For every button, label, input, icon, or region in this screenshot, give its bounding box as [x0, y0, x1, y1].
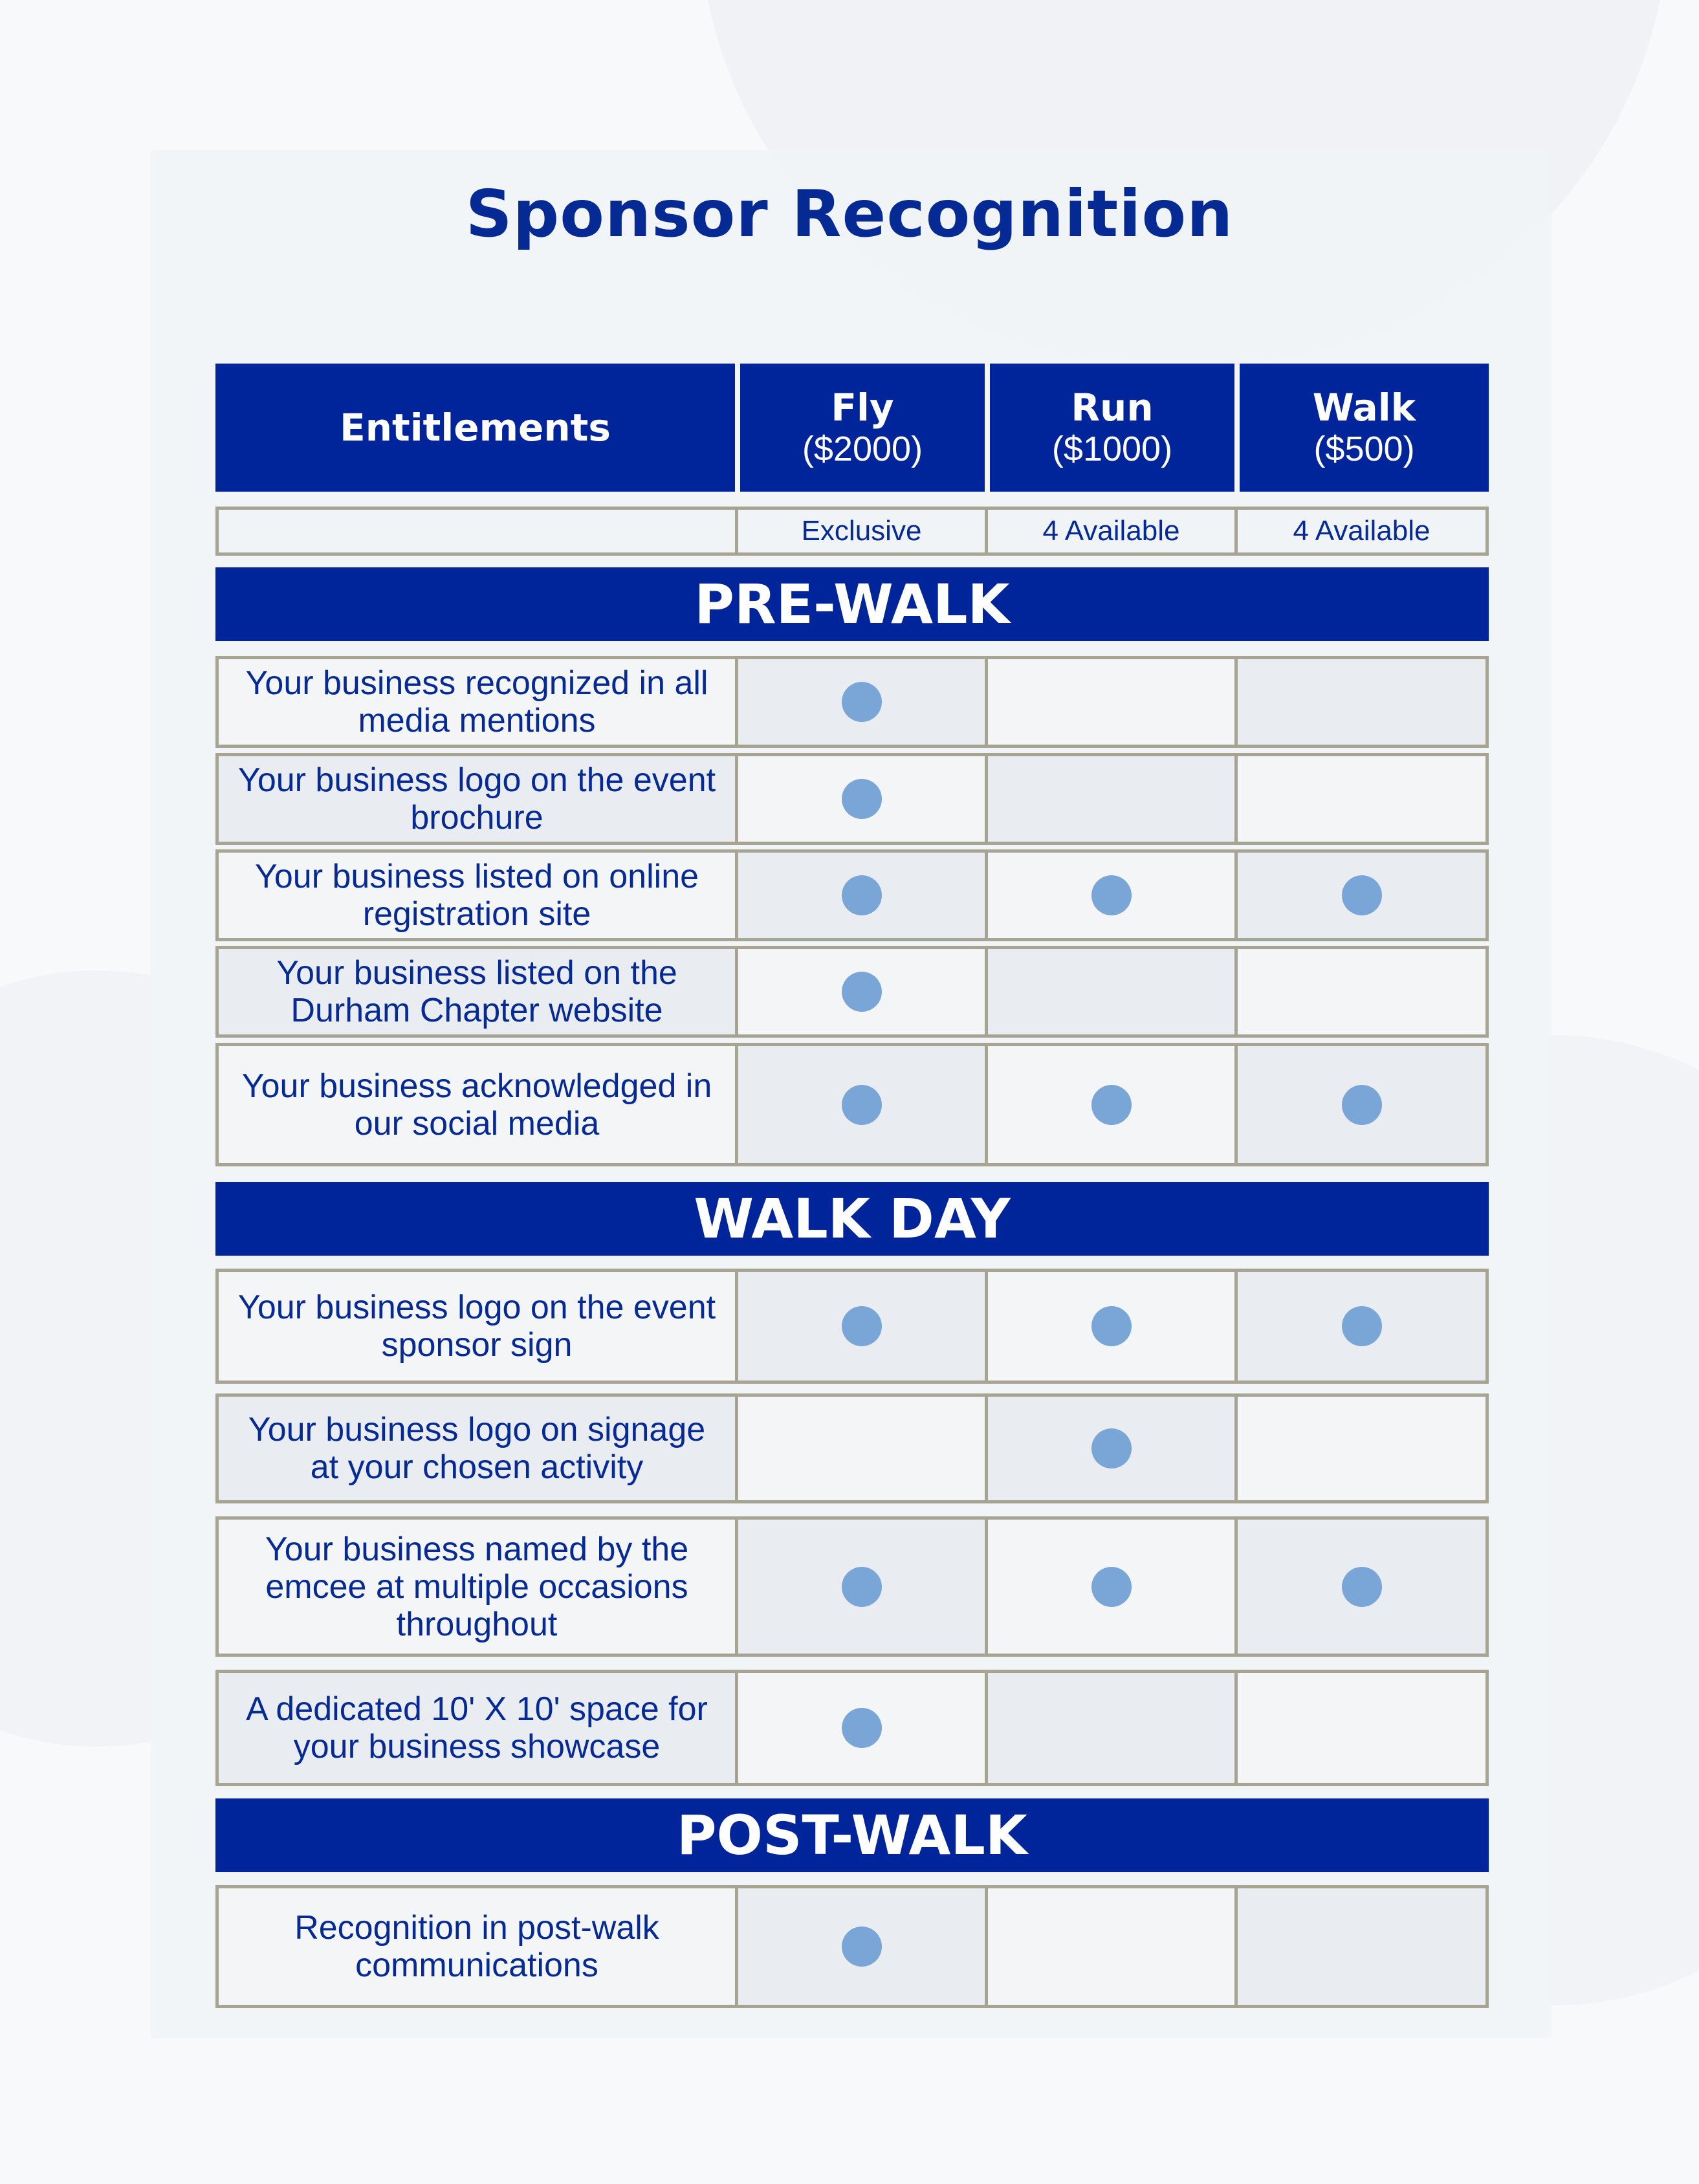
entitlements-label: Entitlements: [340, 406, 611, 450]
tier-header-fly: [740, 364, 985, 492]
entitlement-label: Recognition in post-walk communications: [294, 1909, 659, 1984]
entitlement-row: [215, 1885, 1489, 2008]
entitlement-label: Your business recognized in all media mentions: [245, 664, 708, 739]
included-dot-icon: [842, 875, 882, 915]
included-dot-icon: [842, 682, 882, 722]
tier-cell-fly: [735, 1043, 988, 1166]
tier-cell-walk: [1234, 946, 1489, 1038]
tier-header-run: [990, 364, 1234, 492]
tier-price-fly: ($2000): [802, 430, 923, 468]
included-dot-icon: [1342, 1085, 1382, 1125]
entitlement-row: [215, 946, 1489, 1038]
entitlement-label-cell: [215, 1269, 738, 1384]
included-dot-icon: [842, 1708, 882, 1748]
entitlement-label-cell: [215, 1393, 738, 1503]
tier-price-walk: ($500): [1313, 430, 1415, 468]
tier-cell-fly: [735, 1670, 988, 1786]
section-header: POST-WALK: [215, 1798, 1489, 1872]
tier-name-walk: Walk: [1312, 386, 1416, 430]
entitlement-label-cell: [215, 1043, 738, 1166]
entitlement-label: Your business listed on online registration site: [254, 858, 699, 933]
availability-run: 4 Available: [985, 507, 1238, 556]
included-dot-icon: [1091, 1085, 1132, 1125]
tier-cell-walk: [1234, 753, 1489, 845]
section-header: WALK DAY: [215, 1182, 1489, 1256]
tier-cell-run: [985, 1670, 1238, 1786]
tier-cell-walk: [1234, 1670, 1489, 1786]
tier-cell-run: [985, 849, 1238, 941]
included-dot-icon: [1342, 1306, 1382, 1346]
tier-cell-walk: [1234, 1043, 1489, 1166]
availability-empty-cell: [215, 507, 738, 556]
entitlement-label: Your business acknowledged in our social media: [241, 1067, 712, 1142]
included-dot-icon: [842, 1567, 882, 1607]
entitlement-label-cell: [215, 849, 738, 941]
included-dot-icon: [1091, 1428, 1132, 1469]
tier-cell-walk: [1234, 1393, 1489, 1503]
entitlement-label-cell: [215, 656, 738, 748]
tier-header-walk: [1240, 364, 1489, 492]
entitlement-label: A dedicated 10' X 10' space for your business showcase: [246, 1690, 708, 1765]
entitlement-label-cell: [215, 1670, 738, 1786]
tier-cell-fly: [735, 753, 988, 845]
included-dot-icon: [1091, 875, 1132, 915]
entitlement-label-cell: [215, 946, 738, 1038]
included-dot-icon: [1091, 1567, 1132, 1607]
entitlement-label-cell: [215, 1885, 738, 2008]
tier-cell-run: [985, 1269, 1238, 1384]
tier-cell-fly: [735, 1516, 988, 1657]
tier-cell-run: [985, 1043, 1238, 1166]
tier-cell-run: [985, 1885, 1238, 2008]
tier-price-run: ($1000): [1051, 430, 1173, 468]
tier-cell-run: [985, 1393, 1238, 1503]
tier-cell-fly: [735, 1393, 988, 1503]
availability-row: [215, 507, 1489, 556]
tier-cell-fly: [735, 1269, 988, 1384]
tier-cell-walk: [1234, 1269, 1489, 1384]
entitlement-label-cell: [215, 1516, 738, 1657]
tier-cell-fly: [735, 656, 988, 748]
entitlement-row: [215, 1516, 1489, 1657]
tier-cell-fly: [735, 946, 988, 1038]
entitlement-label: Your business logo on signage at your chosen activity: [248, 1411, 706, 1486]
tier-cell-fly: [735, 849, 988, 941]
tier-cell-walk: [1234, 1516, 1489, 1657]
entitlement-row: [215, 753, 1489, 845]
included-dot-icon: [1342, 1567, 1382, 1607]
entitlement-label: Your business logo on the event sponsor sign: [237, 1289, 716, 1364]
tier-cell-run: [985, 946, 1238, 1038]
entitlement-row: [215, 656, 1489, 748]
tier-cell-walk: [1234, 1885, 1489, 2008]
entitlement-row: [215, 1670, 1489, 1786]
entitlement-row: [215, 1269, 1489, 1384]
included-dot-icon: [842, 1306, 882, 1346]
tier-cell-run: [985, 1516, 1238, 1657]
section-header: PRE-WALK: [215, 567, 1489, 641]
tier-cell-run: [985, 753, 1238, 845]
tier-header-row: [215, 364, 1489, 492]
availability-walk: 4 Available: [1234, 507, 1489, 556]
entitlement-row: [215, 1393, 1489, 1503]
entitlement-row: [215, 1043, 1489, 1166]
included-dot-icon: [842, 1085, 882, 1125]
entitlement-label: Your business listed on the Durham Chapter website: [276, 954, 677, 1029]
entitlement-label: Your business named by the emcee at multiple occasions throughout: [265, 1530, 689, 1643]
entitlement-label: Your business logo on the event brochure: [237, 761, 716, 836]
tier-cell-walk: [1234, 656, 1489, 748]
page-title: Sponsor Recognition: [465, 176, 1234, 252]
tier-cell-run: [985, 656, 1238, 748]
availability-fly: Exclusive: [735, 507, 988, 556]
included-dot-icon: [842, 1927, 882, 1967]
included-dot-icon: [1342, 875, 1382, 915]
included-dot-icon: [842, 779, 882, 819]
included-dot-icon: [1091, 1306, 1132, 1346]
tier-name-run: Run: [1071, 386, 1154, 430]
tier-name-fly: Fly: [831, 386, 894, 430]
tier-cell-fly: [735, 1885, 988, 2008]
tier-cell-walk: [1234, 849, 1489, 941]
included-dot-icon: [842, 972, 882, 1012]
entitlement-label-cell: [215, 753, 738, 845]
entitlement-row: [215, 849, 1489, 941]
entitlements-header: [215, 364, 735, 492]
